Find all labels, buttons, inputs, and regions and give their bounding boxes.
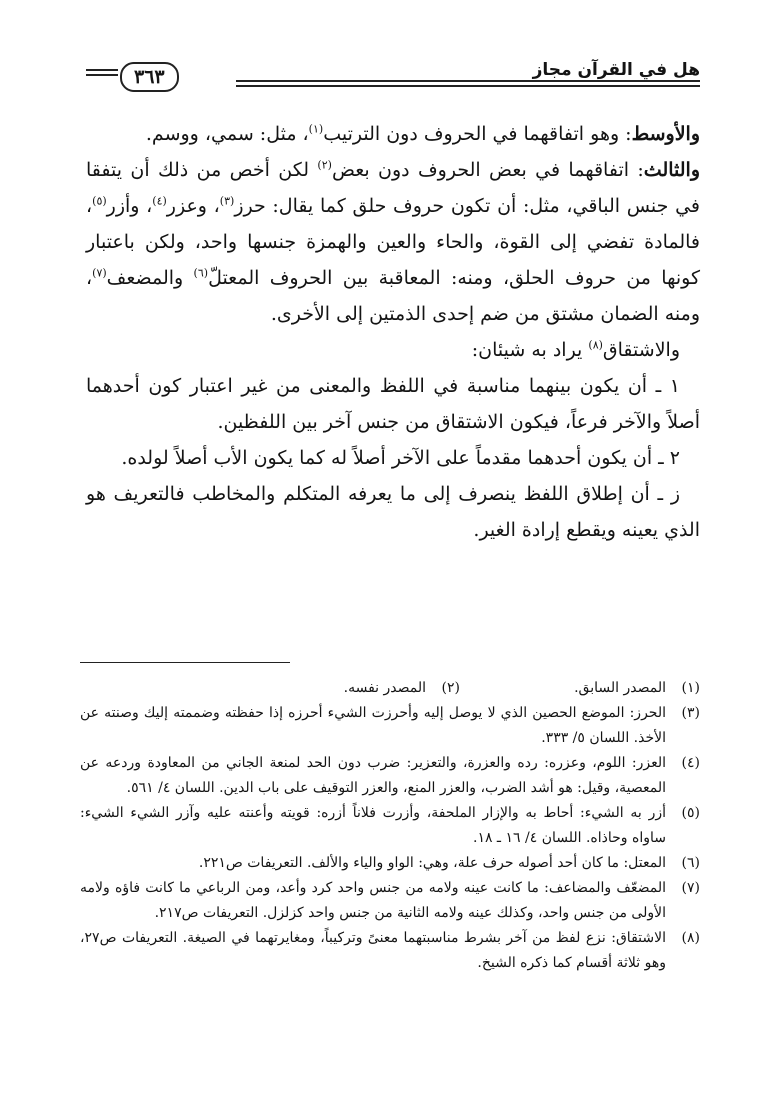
paragraph-item-2: ٢ ـ أن يكون أحدهما مقدماً على الآخر أصلاً له كما يكون الأب أصلاً لولده. bbox=[121, 447, 680, 469]
footnote-number: (٤) bbox=[681, 755, 700, 771]
footnote-number: (٢) bbox=[441, 680, 460, 696]
footnote-ref: (١) bbox=[308, 122, 324, 136]
paragraph-text: : وهو اتفاقهما في الحروف دون الترتيب bbox=[323, 123, 632, 145]
main-text bbox=[86, 116, 700, 548]
footnote-row bbox=[80, 676, 700, 701]
footnote-ref: (٧) bbox=[92, 266, 107, 280]
paragraph-text: ، مثل: سمي، ووسم. bbox=[145, 123, 309, 145]
page-header bbox=[86, 60, 700, 100]
footnote-number: (٦) bbox=[681, 855, 700, 871]
running-title: هل في القرآن مجاز bbox=[532, 60, 700, 80]
paragraph-text: ، فالمادة تفضي إلى القوة، والحاء والعين والهمزة جنسها واحد، ولكن باعتبار كونها من حروف الحلق، ومنه: المعاقبة بين الحروف المعتلّ bbox=[86, 195, 701, 289]
footnote-ref: (٥) bbox=[92, 194, 107, 208]
paragraph-text: والاشتقاق bbox=[602, 339, 680, 361]
footnote-text: العزر: اللوم، وعزره: رده والعزرة، والتعزير: ضرب دون الحد لمنعة الجاني من المعاودة وردعه عن المعصية، وقيل: هو أشد الضرب، والعزر المنع، والعزر التوقيف على باب الدين. اللسان ٤/ ٥٦١. bbox=[80, 755, 666, 796]
footnote-text: المصدر نفسه. bbox=[343, 680, 426, 696]
paragraph-ishtiqaq bbox=[86, 332, 700, 368]
header-rule bbox=[236, 80, 700, 87]
footnote-text: المصدر السابق. bbox=[574, 680, 666, 696]
paragraph-text: ، وأزر bbox=[106, 195, 153, 217]
paragraph-text: ، ومنه الضمان مشتق من ضم إحدى الذمتين إلى الأخرى. bbox=[86, 267, 700, 325]
footnote-ref: (٤) bbox=[152, 194, 167, 208]
paragraph-text: لكن أخص من ذلك أن يتفقا في جنس الباقي، مثل: أن تكون حروف حلق كما يقال: حرز bbox=[86, 159, 700, 217]
footnote-5 bbox=[80, 801, 700, 851]
footnote-number: (١) bbox=[681, 680, 700, 696]
header-rule-end bbox=[86, 69, 118, 76]
footnote-ref: (٨) bbox=[588, 338, 603, 352]
footnote-text: المضعّف والمضاعف: ما كانت عينه ولامه من جنس واحد كرد وأعد، ومن الرباعي ما كانت فاؤه ولامه الأولى من جنس واحد، وكذلك عينه ولامه الثانية من جنس واحد كزلزل. التعريفات ص٢١٧. bbox=[80, 880, 666, 921]
paragraph-item-1: ١ ـ أن يكون بينهما مناسبة في اللفظ والمعنى من غير اعتبار كون أحدهما أصلاً والآخر فرعاً، فيكون الاشتقاق من جنس آخر بين اللفظين. bbox=[86, 375, 700, 433]
term-awsat: والأوسط bbox=[631, 123, 700, 145]
footnote-ref: (٢) bbox=[317, 158, 332, 172]
footnote-1 bbox=[460, 676, 700, 701]
paragraph-item-z: ز ـ أن إطلاق اللفظ ينصرف إلى ما يعرفه المتكلم والمخاطب فالتعريف هو الذي يعينه ويقطع إرادة الغير. bbox=[86, 483, 700, 541]
term-thalith: والثالث bbox=[643, 159, 700, 181]
footnote-text: الاشتقاق: نزع لفظ من آخر بشرط مناسبتهما معنىً وتركيباً، ومغايرتهما في الصيغة. التعريفات ص٢٧، وهو ثلاثة أقسام كما ذكره الشيخ. bbox=[80, 930, 666, 971]
footnote-ref: (٦) bbox=[193, 266, 209, 280]
footnote-number: (٥) bbox=[681, 805, 700, 821]
footnote-6 bbox=[80, 851, 700, 876]
paragraph-text: والمضعف bbox=[106, 267, 194, 289]
paragraph-text: ، وعزر bbox=[166, 195, 220, 217]
footnotes bbox=[80, 676, 700, 976]
footnote-4 bbox=[80, 751, 700, 801]
paragraph-thalith bbox=[86, 152, 700, 332]
footnote-ref: (٣) bbox=[219, 194, 235, 208]
paragraph-text: يراد به شيئان: bbox=[471, 339, 589, 361]
footnote-number: (٧) bbox=[681, 880, 700, 896]
page-number: ٣٦٣ bbox=[120, 62, 179, 92]
footnote-text: أزر به الشيء: أحاط به والإزار الملحفة، وأزرت فلاناً أزره: قويته وأعنته عليه وآزر الشيء الشيء: ساواه وحاذاه. اللسان ٤/ ١٦ ـ ١٨. bbox=[80, 805, 666, 846]
footnote-text: المعتل: ما كان أحد أصوله حرف علة، وهي: الواو والياء والألف. التعريفات ص٢٢١. bbox=[198, 855, 666, 871]
footnote-number: (٣) bbox=[681, 705, 700, 721]
footnote-separator bbox=[80, 662, 290, 663]
paragraph-awsat bbox=[86, 116, 700, 152]
footnote-text: الحرز: الموضع الحصين الذي لا يوصل إليه وأحرزت الشيء أحرزه إذا حفظته وضممته إليك وصنته عن الأخذ. اللسان ٥/ ٣٣٣. bbox=[80, 705, 666, 746]
footnote-number: (٨) bbox=[681, 930, 700, 946]
footnote-3 bbox=[80, 701, 700, 751]
paragraph-text: : اتفاقهما في بعض الحروف دون بعض bbox=[331, 159, 644, 181]
footnote-8 bbox=[80, 926, 700, 976]
footnote-2 bbox=[220, 676, 460, 701]
footnote-7 bbox=[80, 876, 700, 926]
